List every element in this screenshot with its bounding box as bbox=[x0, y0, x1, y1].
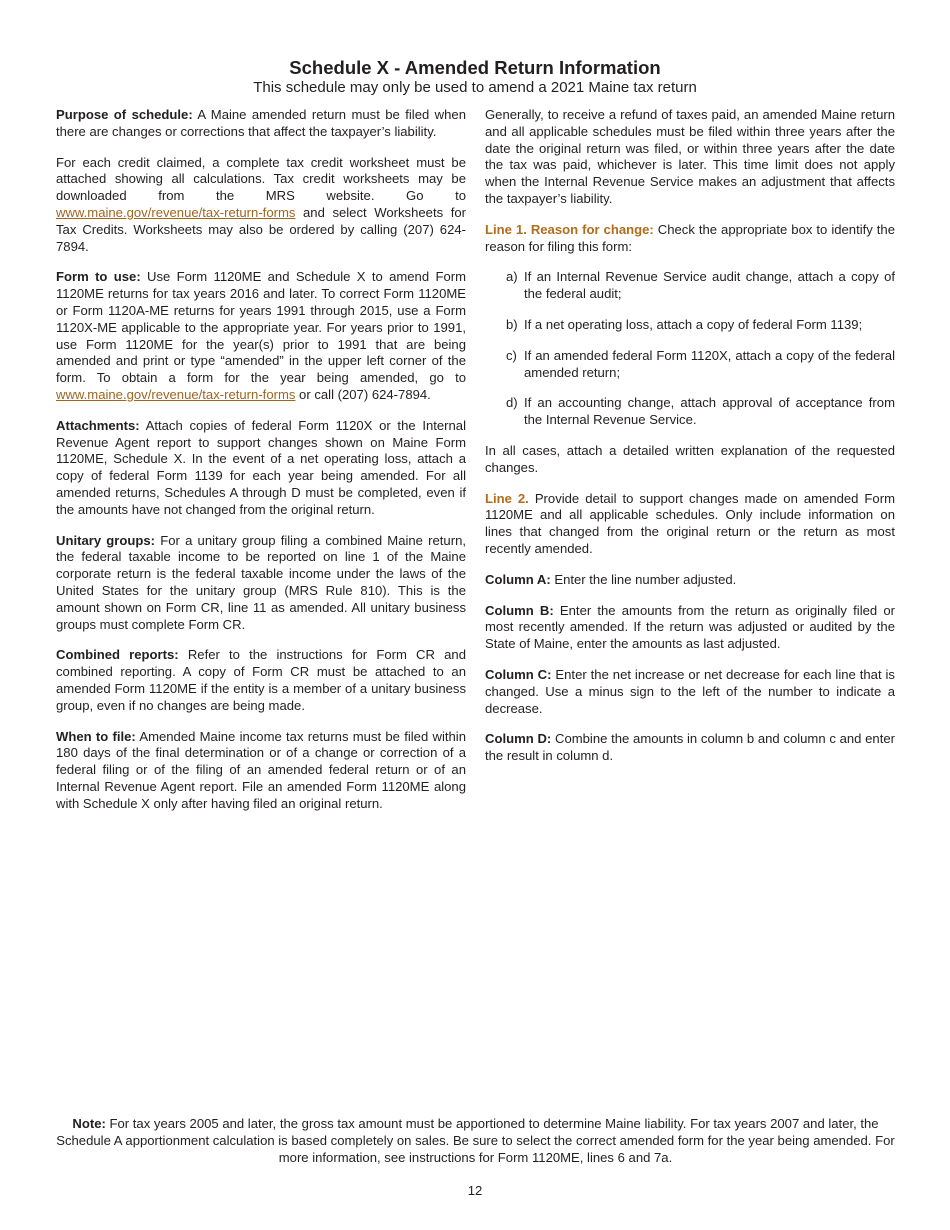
column-c-paragraph bbox=[485, 667, 895, 717]
purpose-paragraph bbox=[56, 107, 466, 141]
column-a-label: Column A: bbox=[485, 571, 551, 587]
combined-text: Refer to the instructions for Form CR and combined reporting. A copy of Form CR must be attached to an amended Form 1120ME if the entity is a member of a unitary business group, even if no changes are being made. bbox=[56, 647, 466, 713]
line1-text: Check the appropriate box to identify the reason for filing this form: bbox=[485, 221, 895, 254]
right-column bbox=[485, 107, 895, 779]
unitary-paragraph bbox=[56, 533, 466, 634]
column-b-label: Column B: bbox=[485, 602, 554, 618]
page-title: Schedule X - Amended Return Information bbox=[289, 57, 661, 78]
column-a-paragraph bbox=[485, 572, 895, 589]
form-to-use-paragraph bbox=[56, 269, 466, 403]
unitary-text: For a unitary group filing a combined Maine return, the federal taxable income to be reported on line 1 of the Maine corporate return is the federal taxable income under the laws of the United States for the unitary group (MRS Rule 810). This is the amount shown on Form CR, line 11 as amended. All unitary business groups must complete Form CR. bbox=[56, 532, 466, 632]
line1-label: Line 1. Reason for change: bbox=[485, 221, 654, 237]
purpose-label: Purpose of schedule: bbox=[56, 107, 193, 122]
form-to-use-label: Form to use: bbox=[56, 269, 141, 285]
column-b-text: Enter the amounts from the return as originally filed or most recently amended. If the return was adjusted or audited by the State of Maine, enter the amounts as last adjusted. bbox=[485, 602, 896, 652]
note-paragraph bbox=[56, 1116, 895, 1166]
form-to-use-text-2: or call (207) 624-7894. bbox=[295, 386, 431, 402]
combined-paragraph bbox=[56, 647, 466, 714]
form-to-use-text-1: Use Form 1120ME and Schedule X to amend Form 1120ME returns for tax years 2016 and later. To correct Form 1120ME or Form 1120A-ME returns for years 1991 through 2015, use a Form 1120X-ME applicable to the appropriate year. For years prior to 1991, use Form 1120ME for the year(s) prior to 1991 that are being amended and print or type “amended” in the upper left corner of the form. To obtain a form for the year being amended, go to bbox=[56, 269, 466, 386]
purpose-text: A Maine amended return must be filed when there are changes or corrections that affect the taxpayer’s liability. bbox=[56, 107, 466, 139]
when-to-file-paragraph bbox=[56, 729, 466, 813]
unitary-label: Unitary groups: bbox=[56, 532, 156, 548]
reason-list bbox=[485, 269, 895, 429]
note-label: Note: bbox=[72, 1116, 106, 1131]
credit-paragraph bbox=[56, 155, 466, 256]
reason-item bbox=[485, 269, 895, 303]
reason-item bbox=[485, 317, 895, 334]
attachments-text: Attach copies of federal Form 1120X or the Internal Revenue Agent report to support changes shown on Maine Form 1120ME, Schedule X. In the event of a net operating loss, attach a copy of federal Form 1139 for each year being amended. For all amended returns, Schedules A through D must be completed, even if the amounts have not changed from the original return. bbox=[56, 417, 466, 517]
column-d-label: Column D: bbox=[485, 731, 552, 747]
tax-forms-link[interactable]: www.maine.gov/revenue/tax-return-forms bbox=[56, 204, 296, 220]
line2-paragraph bbox=[485, 491, 895, 558]
column-a-text: Enter the line number adjusted. bbox=[550, 571, 737, 587]
note-text: For tax years 2005 and later, the gross tax amount must be apportioned to determine Maine liability. For tax years 2007 and later, the Schedule A apportionment calculation is based completely on sales. Be sure to select the correct amended form for the year being amended. For more information, see instructions for Form 1120ME, lines 6 and 7a. bbox=[56, 1116, 895, 1165]
reason-text: If an accounting change, attach approval of acceptance from the Internal Revenue Service. bbox=[524, 395, 895, 428]
line2-text: Provide detail to support changes made on amended Form 1120ME and all applicable schedules. Only include information on lines that changed from the original return or the return as most recently amended. bbox=[485, 490, 895, 556]
page-number: 12 bbox=[467, 1183, 483, 1198]
all-cases-paragraph: In all cases, attach a detailed written explanation of the requested changes. bbox=[485, 442, 895, 475]
reason-text: If an amended federal Form 1120X, attach a copy of the federal amended return; bbox=[524, 347, 895, 380]
generally-paragraph: Generally, to receive a refund of taxes paid, an amended Maine return and all applicable schedules must be filed within three years after the date the original return was filed, or within three years after the date the tax was paid, whichever is later. This time limit does not apply when the Internal Revenue Service makes an adjustment that affects the taxpayer’s liability. bbox=[485, 107, 895, 206]
page-subtitle: This schedule may only be used to amend a 2021 Maine tax return bbox=[253, 79, 697, 96]
reason-text: If an Internal Revenue Service audit change, attach a copy of the federal audit; bbox=[524, 269, 895, 302]
combined-label: Combined reports: bbox=[56, 647, 179, 663]
line2-label: Line 2. bbox=[485, 490, 529, 506]
reason-text: If a net operating loss, attach a copy of federal Form 1139; bbox=[524, 316, 863, 332]
tax-forms-link-2[interactable]: www.maine.gov/revenue/tax-return-forms bbox=[56, 386, 296, 402]
reason-item bbox=[485, 395, 895, 429]
reason-marker: c) bbox=[506, 347, 517, 363]
when-to-file-text: Amended Maine income tax returns must be filed within 180 days of the final determination or of a change or correction of a federal filing or of the filing of an amended federal return or of an Internal Revenue Agent report. File an amended Form 1120ME along with Schedule X only after having filed an original return. bbox=[56, 728, 466, 811]
column-d-paragraph bbox=[485, 731, 895, 765]
reason-item bbox=[485, 348, 895, 382]
attachments-paragraph bbox=[56, 418, 466, 519]
left-column bbox=[56, 107, 466, 826]
reason-marker: b) bbox=[506, 316, 518, 332]
column-d-text: Combine the amounts in column b and column c and enter the result in column d. bbox=[485, 731, 895, 764]
reason-marker: a) bbox=[506, 269, 518, 285]
column-b-paragraph bbox=[485, 603, 895, 653]
when-to-file-label: When to file: bbox=[56, 728, 136, 744]
column-c-text: Enter the net increase or net decrease for each line that is changed. Use a minus sign to the left of the number to indicate a decrease. bbox=[485, 666, 895, 716]
line1-paragraph bbox=[485, 222, 895, 256]
reason-marker: d) bbox=[506, 395, 518, 411]
attachments-label: Attachments: bbox=[56, 417, 140, 433]
credit-text-2: and select Worksheets for Tax Credits. Worksheets may also be ordered by calling (207) 624-7894. bbox=[56, 204, 466, 254]
credit-text-1: For each credit claimed, a complete tax credit worksheet must be attached showing all calculations. Tax credit worksheets may be downloaded from the MRS website. Go to bbox=[56, 154, 466, 204]
column-c-label: Column C: bbox=[485, 666, 552, 682]
